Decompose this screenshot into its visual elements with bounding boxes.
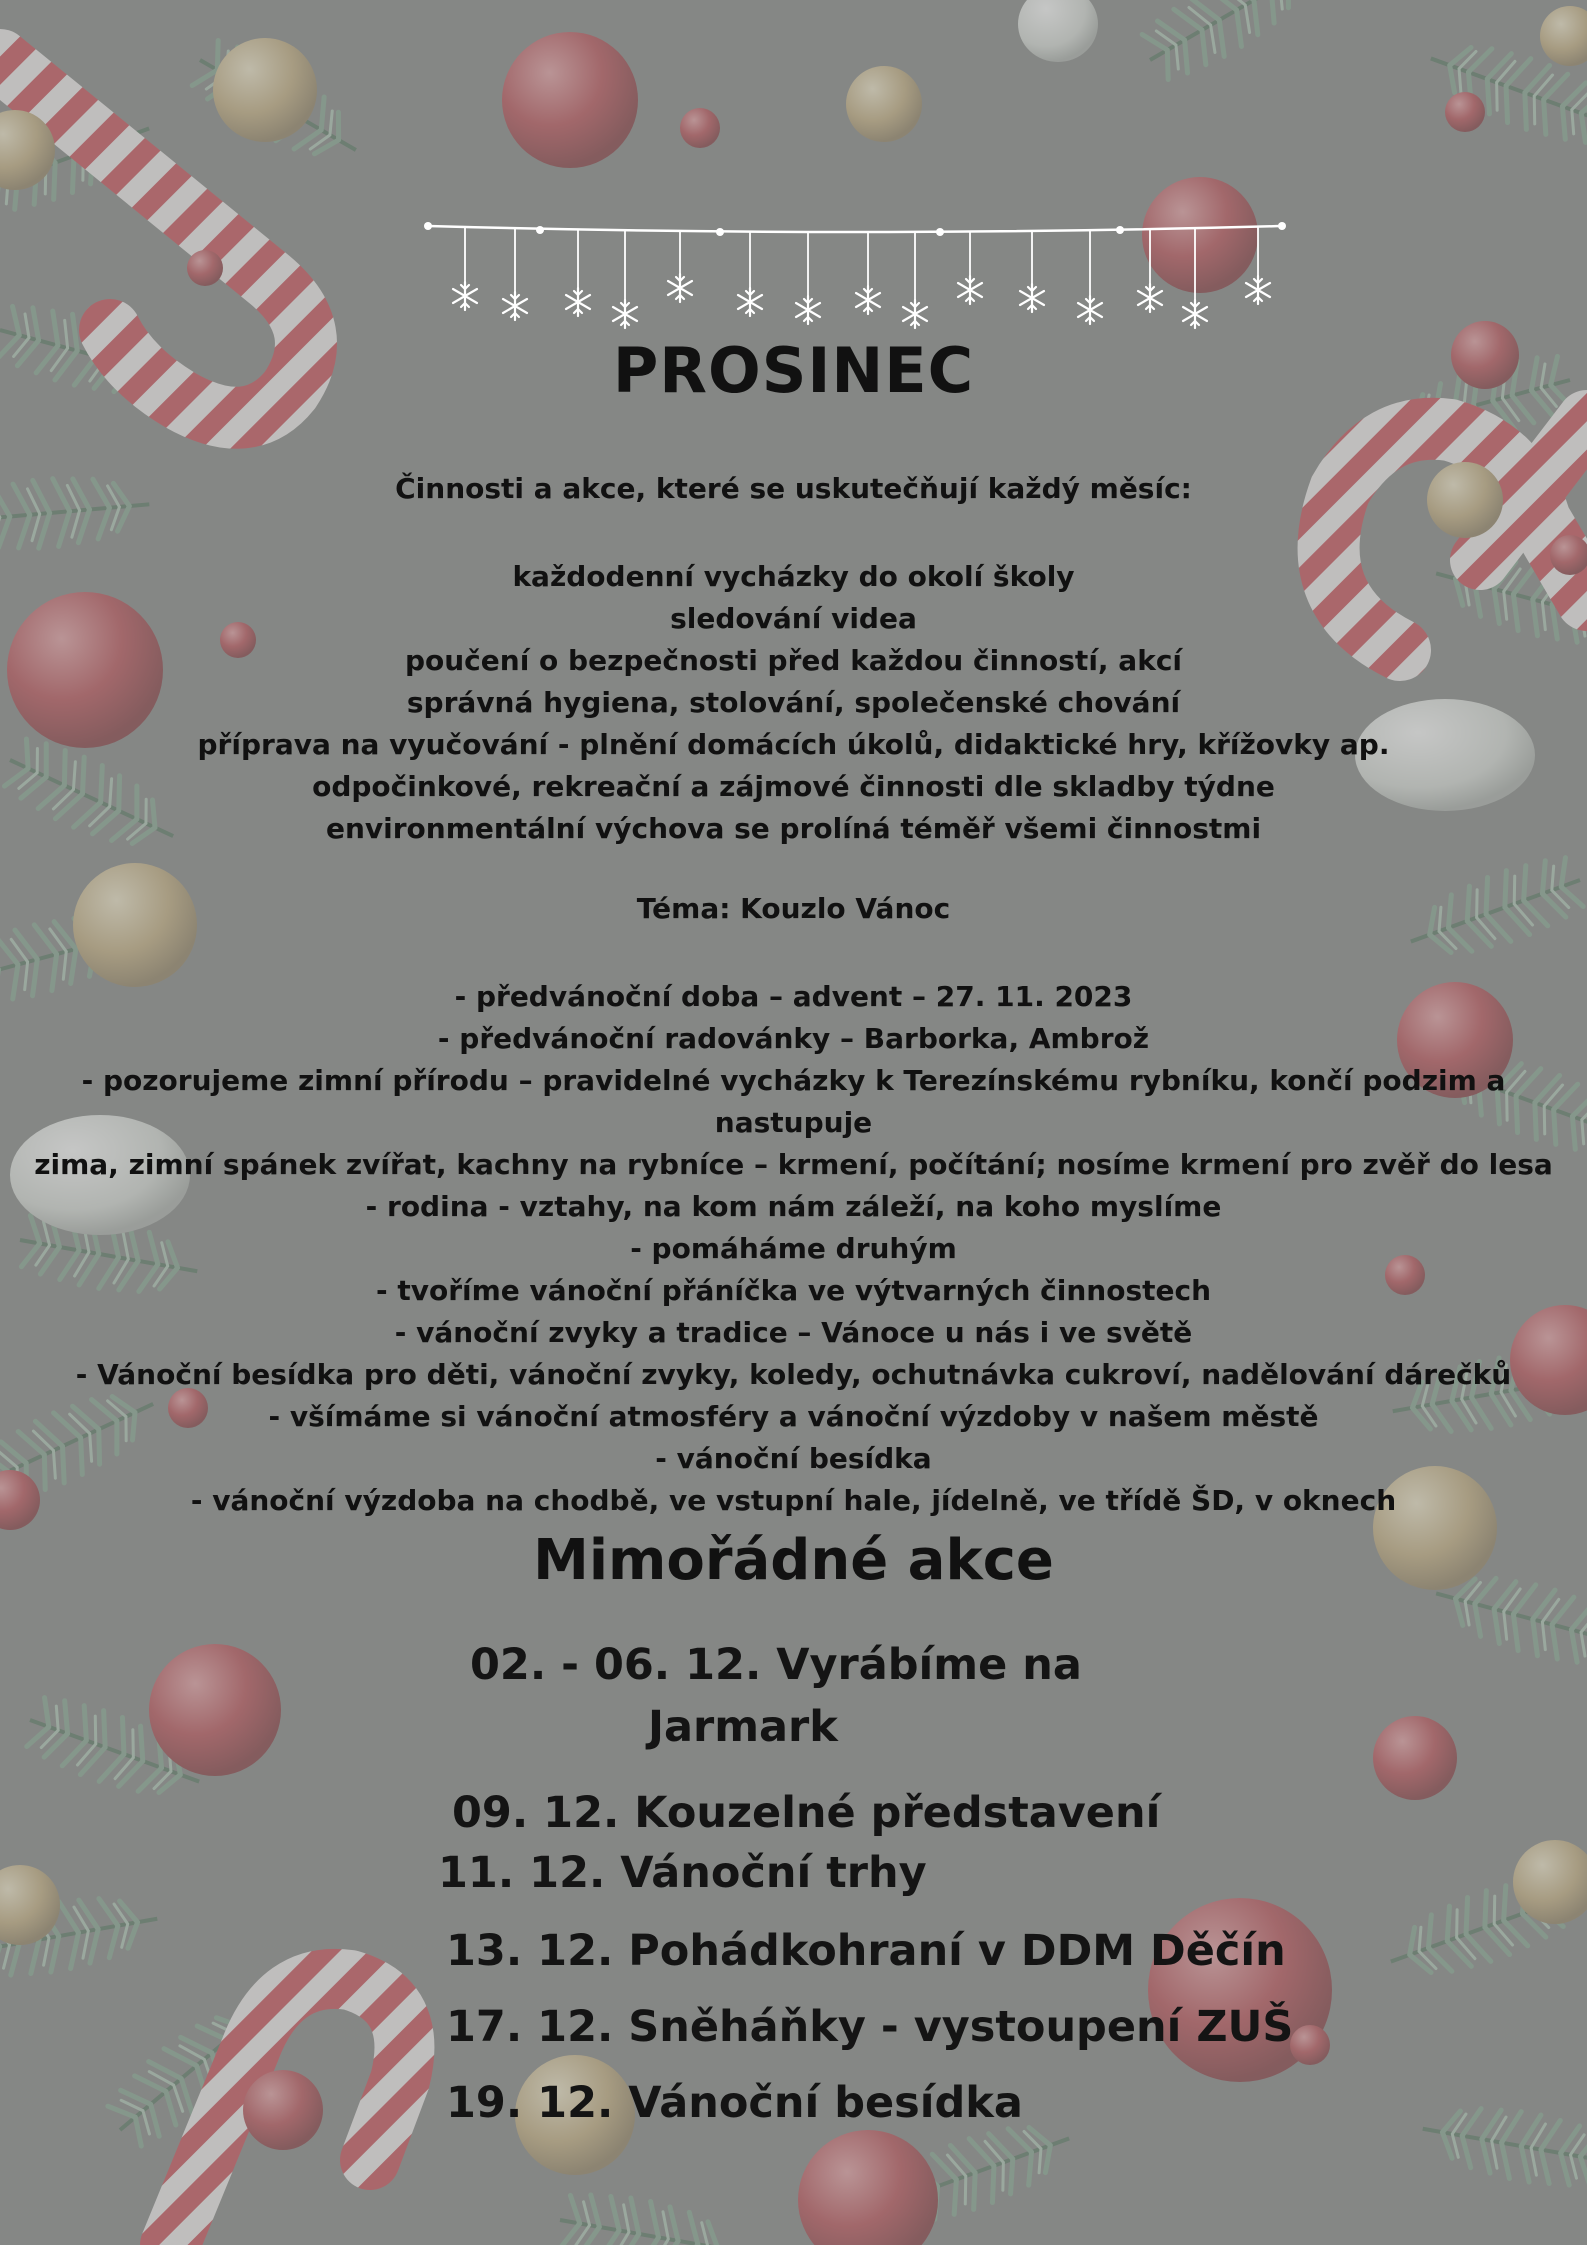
list-item: každodenní vycházky do okolí školy	[512, 560, 1075, 593]
event-item: 13. 12. Pohádkohraní v DDM Děčín	[446, 1926, 1286, 1976]
list-item: - tvoříme vánoční přáníčka ve výtvarných činnostech	[375, 1274, 1212, 1307]
topics-list	[0, 976, 1587, 1522]
page-title: PROSINEC	[612, 334, 975, 407]
event-item: 19. 12. Vánoční besídka	[446, 2078, 1023, 2128]
event-item: Jarmark	[648, 1702, 838, 1752]
list-item: - předvánoční doba – advent – 27. 11. 2023	[454, 980, 1133, 1013]
list-item: - vánoční besídka	[655, 1442, 932, 1475]
event-item: 02. - 06. 12. Vyrábíme na	[470, 1640, 1082, 1690]
list-item: - všímáme si vánoční atmosféry a vánoční výzdoby v našem městě	[268, 1400, 1319, 1433]
event-item: 17. 12. Sněháňky - vystoupení ZUŠ	[446, 2002, 1294, 2052]
list-item: sledování videa	[670, 602, 917, 635]
list-item: příprava na vyučování - plnění domácích úkolů, didaktické hry, křížovky ap.	[197, 728, 1390, 761]
special-events-heading: Mimořádné akce	[533, 1528, 1054, 1593]
list-item: - pozorujeme zimní přírodu – pravidelné vycházky k Terezínskému rybníku, končí podzim a nastupuje	[81, 1064, 1506, 1139]
list-item: - předvánoční radovánky – Barborka, Ambrož	[437, 1022, 1150, 1055]
list-item: správná hygiena, stolování, společenské chování	[406, 686, 1181, 719]
event-item: 11. 12. Vánoční trhy	[438, 1848, 927, 1898]
list-item: - rodina - vztahy, na kom nám záleží, na koho myslíme	[365, 1190, 1222, 1223]
list-item: - vánoční zvyky a tradice – Vánoce u nás i ve světě	[394, 1316, 1193, 1349]
list-item: - pomáháme druhým	[630, 1232, 957, 1265]
intro-text: Činnosti a akce, které se uskutečňují každý měsíc:	[395, 472, 1192, 505]
list-item: - vánoční výzdoba na chodbě, ve vstupní hale, jídelně, ve třídě ŠD, v oknech	[190, 1484, 1397, 1517]
list-item: odpočinkové, rekreační a zájmové činnosti dle skladby týdne	[312, 770, 1275, 803]
list-item: - Vánoční besídka pro děti, vánoční zvyky, koledy, ochutnávka cukroví, nadělování dárečků	[75, 1358, 1512, 1391]
daily-activities-list	[0, 556, 1587, 850]
list-item: environmentální výchova se prolíná téměř všemi činnostmi	[325, 812, 1262, 845]
list-item: zima, zimní spánek zvířat, kachny na rybníce – krmení, počítání; nosíme krmení pro zvěř do lesa	[34, 1148, 1553, 1181]
theme-heading: Téma: Kouzlo Vánoc	[636, 892, 951, 925]
event-item: 09. 12. Kouzelné představení	[452, 1788, 1161, 1838]
list-item: poučení o bezpečnosti před každou činností, akcí	[404, 644, 1183, 677]
